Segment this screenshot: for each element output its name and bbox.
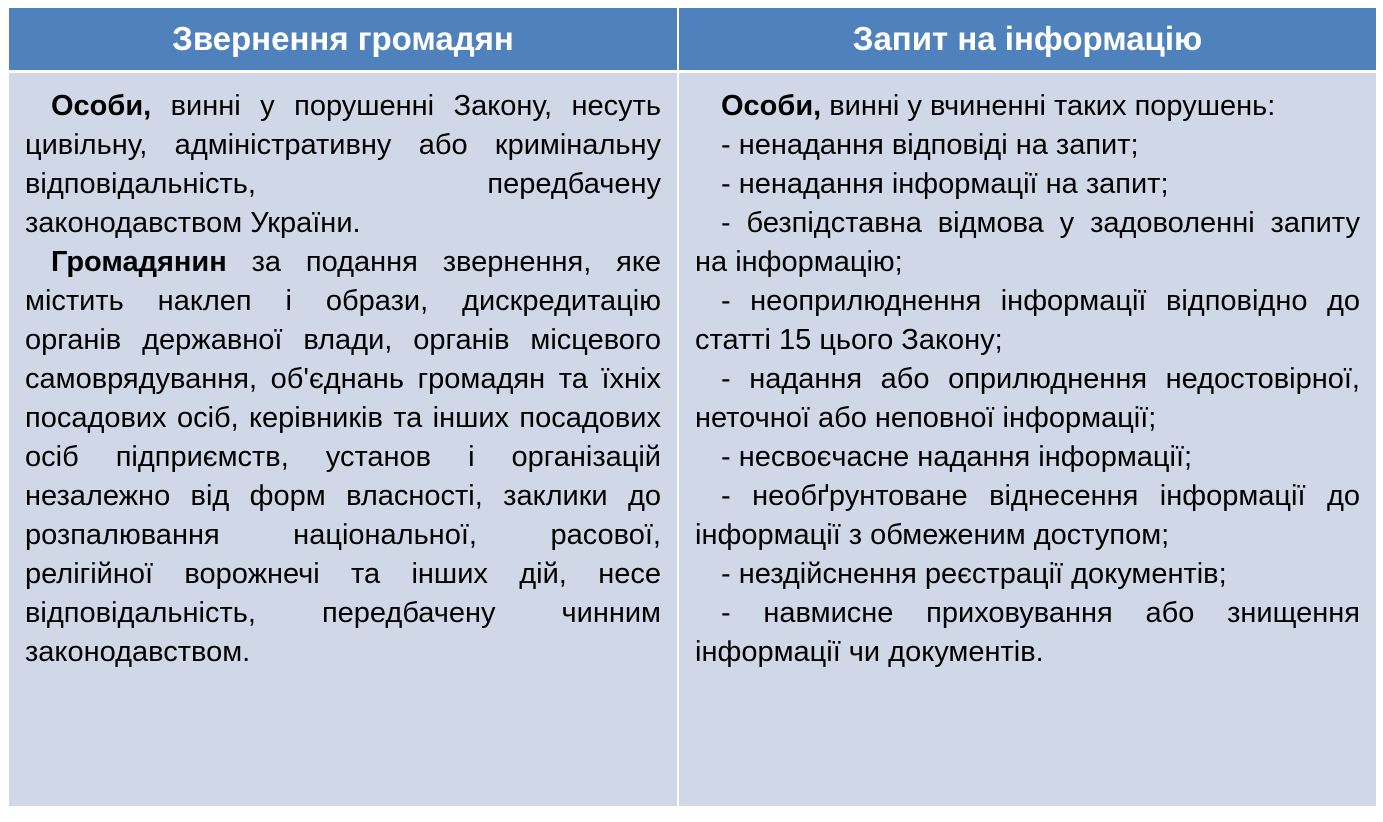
list-item: - неоприлюднення інформації відповідно до статті 15 цього Закону;	[695, 285, 1360, 356]
right-body-cell	[679, 70, 1376, 806]
list-item: - необґрунтоване віднесення інформації до інформації з обмеженим доступом;	[695, 480, 1360, 551]
left-paragraph-2	[25, 243, 661, 672]
right-intro	[695, 87, 1360, 126]
list-item: - навмисне приховування або знищення інформації чи документів.	[695, 597, 1360, 668]
header-citizens-appeals	[9, 8, 679, 70]
list-item: - надання або оприлюднення недостовірної, неточної або неповної інформації;	[695, 363, 1360, 434]
list-item: - безпідставна відмова у задоволенні запиту на інформацію;	[695, 207, 1360, 278]
list-item: - ненадання відповіді на запит;	[721, 129, 1139, 161]
left-p2-bold: Громадянин	[51, 246, 227, 278]
right-intro-bold: Особи,	[721, 90, 822, 122]
list-item: - ненадання інформації на запит;	[721, 168, 1169, 200]
right-intro-text: винні у вчиненні таких порушень:	[821, 90, 1276, 122]
left-p2-text: за подання звернення, яке містить наклеп і образи, дискредитацію органів державної влади, органів місцевого самоврядування, об'єднань громадян та їхніх посадових осіб, керівників та інших посадових осіб підприємств, установ і організацій незалежно від форм власності, заклики до розпалювання національної, расової, релігійної ворожнечі та інших дій, несе відповідальність, передбачену чинним законодавством.	[25, 246, 661, 668]
left-p1-bold: Особи,	[51, 90, 152, 122]
list-item: - несвоєчасне надання інформації;	[721, 441, 1193, 473]
comparison-table	[9, 8, 1376, 806]
left-paragraph-1	[25, 87, 661, 243]
header-right-label: Запит на інформацію	[852, 20, 1203, 57]
left-body-cell	[9, 70, 679, 806]
header-information-request	[679, 8, 1376, 70]
left-p1-text: винні у порушенні Закону, несуть цивільну, адміністративну або кримінальну відповідальність, передбачену законодавством України.	[25, 90, 661, 239]
list-item: - нездійснення реєстрації документів;	[721, 558, 1227, 590]
header-left-label: Звернення громадян	[172, 20, 514, 57]
